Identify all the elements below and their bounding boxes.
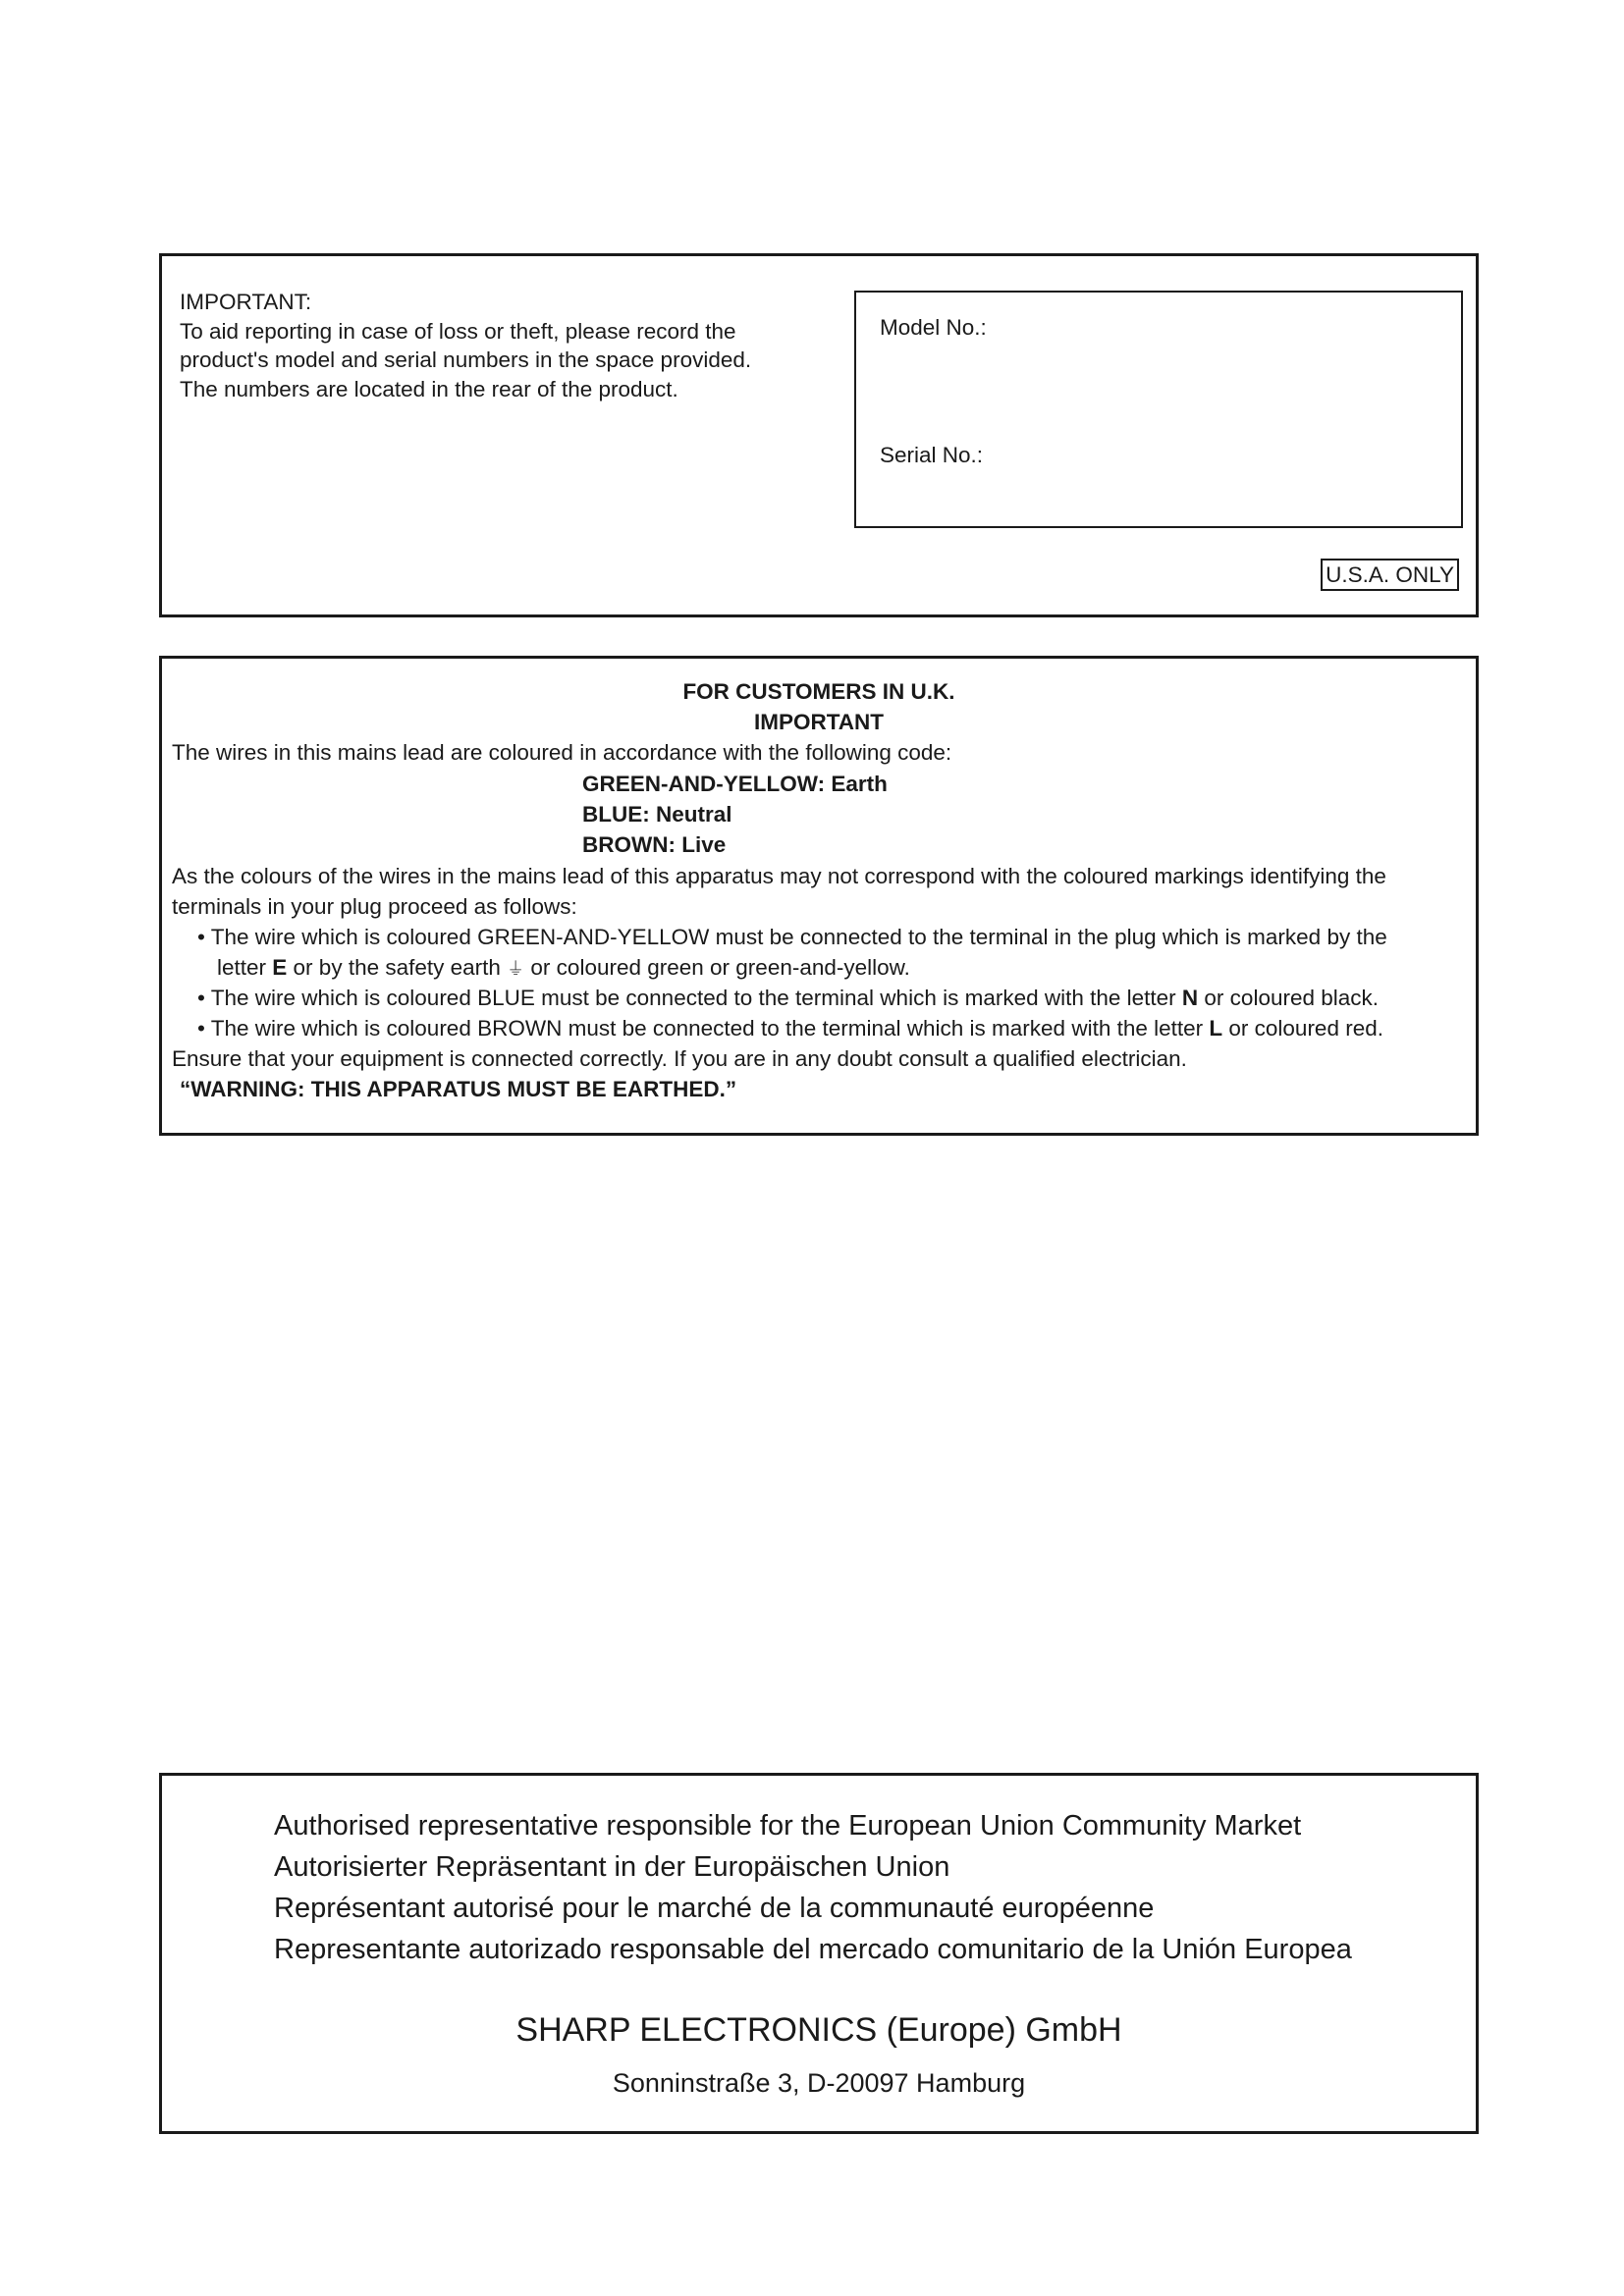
- uk-intro: The wires in this mains lead are coloured in accordance with the following code:: [172, 740, 952, 765]
- code-live: BROWN: Live: [582, 832, 727, 857]
- bullet-brown: [197, 1013, 1383, 1043]
- bullet-3-pre: • The wire which is coloured BROWN must be connected to the terminal which is marked with the letter: [197, 1016, 1210, 1041]
- usa-record-section: [159, 253, 1479, 617]
- letter-l: L: [1209, 1016, 1223, 1041]
- bullet-1b-mid: or by the safety earth: [287, 955, 508, 980]
- serial-number-label: Serial No.:: [880, 443, 984, 467]
- bullet-1b-pre: letter: [217, 955, 273, 980]
- earth-ground-icon: ⏚: [507, 959, 525, 980]
- usa-line-3: The numbers are located in the rear of the product.: [180, 376, 678, 401]
- eu-company-address: Sonninstraße 3, D-20097 Hamburg: [612, 2068, 1026, 2098]
- uk-para-1: As the colours of the wires in the mains lead of this apparatus may not correspond with the coloured markings identifying the: [172, 864, 1386, 888]
- usa-line-2: product's model and serial numbers in the space provided.: [180, 347, 752, 372]
- letter-e: E: [272, 955, 288, 980]
- uk-ensure: Ensure that your equipment is connected correctly. If you are in any doubt consult a qualified electrician.: [172, 1046, 1187, 1071]
- usa-only-badge: U.S.A. ONLY: [1321, 559, 1459, 591]
- bullet-blue: [197, 983, 1379, 1013]
- eu-line-de: Autorisierter Repräsentant in der Europäischen Union: [274, 1851, 950, 1883]
- uk-title: FOR CUSTOMERS IN U.K.: [682, 679, 955, 704]
- eu-line-fr: Représentant autorisé pour le marché de la communauté européenne: [274, 1893, 1155, 1924]
- bullet-3-post: or coloured red.: [1222, 1016, 1383, 1041]
- bullet-2-post: or coloured black.: [1198, 986, 1380, 1010]
- bullet-green-yellow-cont: [217, 952, 910, 985]
- uk-warning: “WARNING: THIS APPARATUS MUST BE EARTHED.”: [180, 1077, 737, 1101]
- bullet-1b-post: or coloured green or green-and-yellow.: [524, 955, 910, 980]
- usa-instructions: [180, 288, 751, 403]
- uk-para-2: terminals in your plug proceed as follows:: [172, 894, 577, 919]
- eu-line-en: Authorised representative responsible for the European Union Community Market: [274, 1810, 1302, 1842]
- uk-customers-section: [159, 656, 1479, 1136]
- usa-line-1: To aid reporting in case of loss or theft, please record the: [180, 318, 736, 344]
- code-earth: GREEN-AND-YELLOW: Earth: [582, 772, 888, 796]
- eu-representative-section: [159, 1773, 1479, 2134]
- letter-n: N: [1181, 986, 1199, 1010]
- bullet-green-yellow: • The wire which is coloured GREEN-AND-YELLOW must be connected to the terminal in the plug which is marked by the: [197, 925, 1387, 949]
- usa-heading: IMPORTANT:: [180, 290, 312, 314]
- eu-company-name: SHARP ELECTRONICS (Europe) GmbH: [515, 2011, 1122, 2049]
- model-serial-record-box: [854, 291, 1463, 528]
- model-number-label: Model No.:: [880, 315, 987, 340]
- code-neutral: BLUE: Neutral: [582, 802, 732, 827]
- uk-subtitle: IMPORTANT: [753, 710, 885, 734]
- bullet-2-pre: • The wire which is coloured BLUE must be connected to the terminal which is marked with the letter: [197, 986, 1182, 1010]
- eu-line-es: Representante autorizado responsable del mercado comunitario de la Unión Europea: [274, 1934, 1352, 1965]
